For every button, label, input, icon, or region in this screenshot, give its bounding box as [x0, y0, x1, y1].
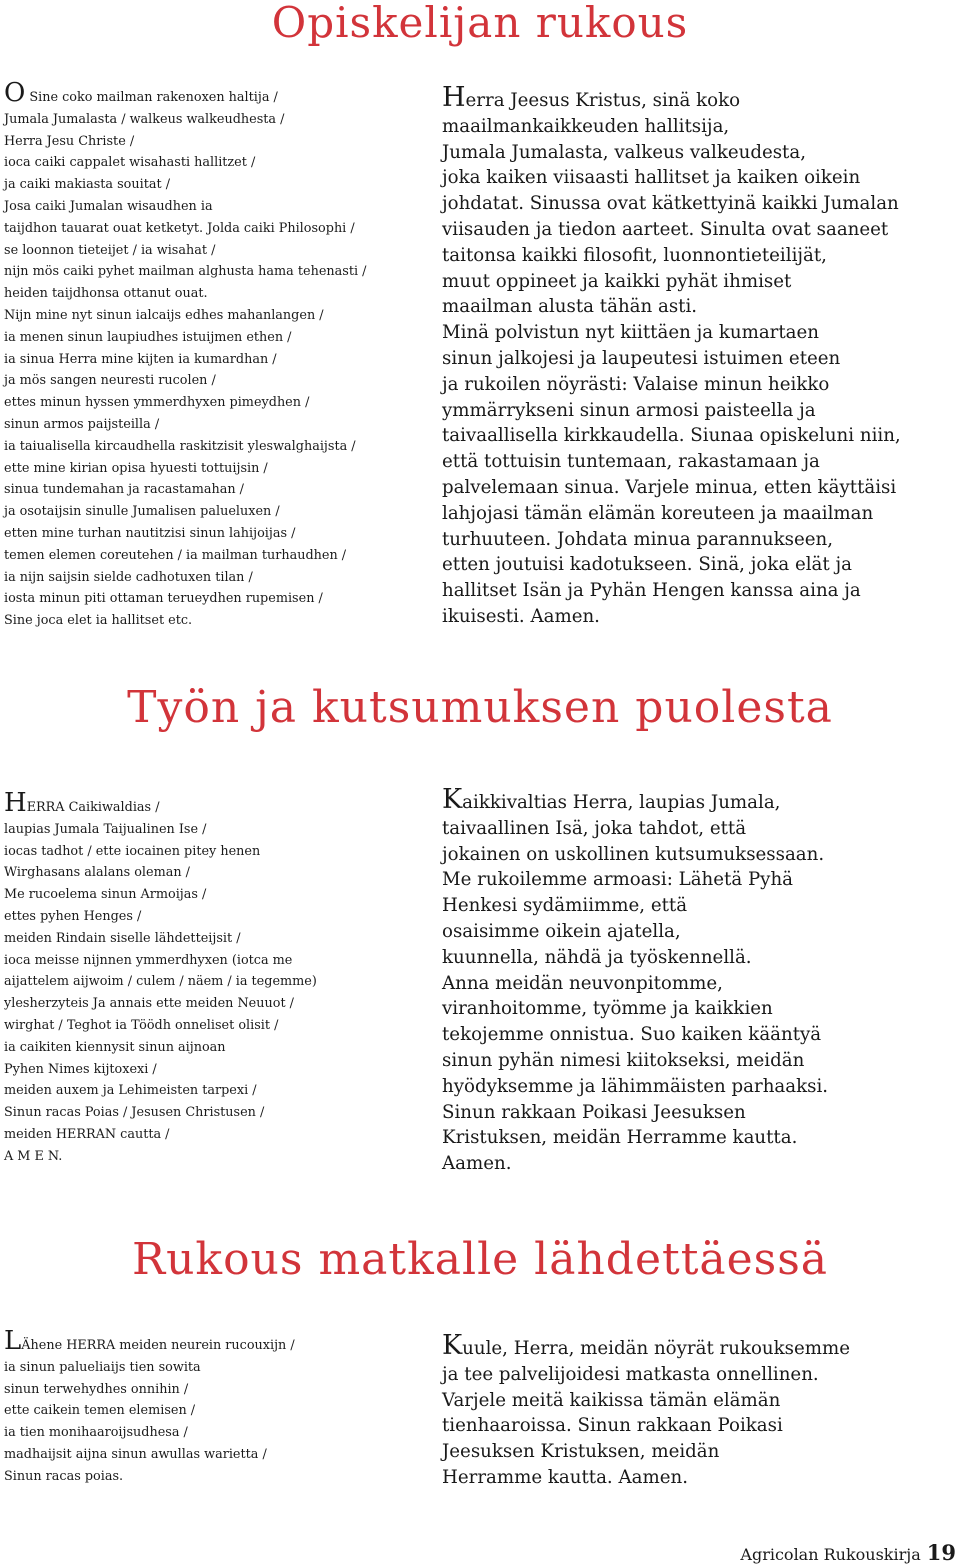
prayer-line-text: maailmankaikkeuden hallitsija, — [442, 115, 730, 137]
prayer-line-text: jokainen on uskollinen kutsumuksessaan. — [442, 843, 825, 865]
prayer-line — [4, 78, 414, 109]
page-footer — [740, 1540, 956, 1565]
prayer-line-text: A M E N. — [4, 1148, 63, 1164]
prayer-line — [4, 862, 414, 884]
modern-finnish-prayer — [442, 1330, 957, 1491]
prayer-line-text: madhaijsit aijna sinun awullas warietta / — [4, 1446, 267, 1462]
prayer-line — [4, 305, 414, 327]
prayer-line-text: Josa caiki Jumalan wisaudhen ia — [4, 198, 213, 214]
prayer-line — [442, 867, 957, 893]
prayer-line — [4, 523, 414, 545]
prayer-line-text: Nijn mine nyt sinun ialcaijs edhes mahanlangen / — [4, 307, 324, 323]
drop-cap: L — [4, 1326, 22, 1356]
section-title: Rukous matkalle lähdettäessä — [131, 1234, 829, 1285]
prayer-line — [442, 1151, 957, 1177]
prayer-line-text: hallitset Isän ja Pyhän Hengen kanssa aina ja — [442, 580, 861, 602]
prayer-line — [442, 552, 957, 578]
prayer-line-text: erra Jeesus Kristus, sinä koko — [465, 90, 741, 111]
prayer-line — [4, 1059, 414, 1081]
prayer-line — [442, 243, 957, 269]
prayer-line-text: wirghat / Teghot ia Töödh onneliset olisit / — [4, 1017, 279, 1033]
prayer-line-text: ia sinun palueliaijs tien sowita — [4, 1359, 201, 1375]
prayer-line — [442, 501, 957, 527]
prayer-line-text: Sinun rakkaan Poikasi Jeesuksen — [442, 1101, 746, 1123]
prayer-line-text: joka kaiken viisaasti hallitset ja kaiken oikein — [442, 167, 861, 189]
prayer-line — [442, 423, 957, 449]
prayer-line — [442, 1125, 957, 1151]
prayer-line-text: Minä polvistun nyt kiittäen ja kumartaen — [442, 322, 819, 344]
prayer-line — [4, 414, 414, 436]
prayer-line — [4, 545, 414, 567]
prayer-line-text: Jumala Jumalasta / walkeus walkeudhesta / — [4, 111, 285, 127]
prayer-line — [4, 1326, 414, 1357]
prayer-line — [4, 327, 414, 349]
prayer-line — [4, 567, 414, 589]
prayer-line — [442, 191, 957, 217]
prayer-line-text: maailman alusta tähän asti. — [442, 296, 698, 318]
drop-cap: O — [4, 78, 26, 108]
prayer-line-text: nijn mös caiki pyhet mailman alghusta hama tehenasti / — [4, 264, 367, 280]
prayer-line — [442, 1048, 957, 1074]
prayer-line — [442, 1465, 957, 1491]
prayer-line-text: taitonsa kaikki filosofit, luonnontieteilijät, — [442, 244, 827, 266]
prayer-line-text: ja caiki makiasta souitat / — [4, 177, 171, 193]
prayer-line-text: Me rukoilemme armoasi: Lähetä Pyhä — [442, 869, 794, 891]
prayer-line — [442, 1330, 957, 1362]
prayer-line-text: laupias Jumala Taijualinen Ise / — [4, 821, 207, 837]
prayer-line-text: Sine joca elet ia hallitset etc. — [4, 613, 193, 629]
prayer-line — [4, 131, 414, 153]
prayer-line-text: temen elemen coreutehen / ia mailman turhaudhen / — [4, 547, 347, 563]
prayer-line — [442, 1074, 957, 1100]
prayer-line — [4, 1015, 414, 1037]
prayer-line — [4, 1379, 414, 1401]
prayer-line — [4, 370, 414, 392]
prayer-line — [4, 458, 414, 480]
prayer-line — [4, 392, 414, 414]
prayer-line — [4, 436, 414, 458]
prayer-line-text: Wirghasans alalans oleman / — [4, 865, 190, 881]
prayer-line-text: aijattelem aijwoim / culem / näem / ia tegemme) — [4, 974, 317, 990]
prayer-line — [442, 1100, 957, 1126]
prayer-line — [4, 971, 414, 993]
prayer-line-text: iosta minun piti ottaman terueydhen rupemisen / — [4, 591, 323, 607]
prayer-line — [4, 1102, 414, 1124]
prayer-line-text: se loonnon tieteijet / ia wisahat / — [4, 242, 216, 258]
prayer-line — [4, 109, 414, 131]
prayer-line-text: palvelemaan sinua. Varjele minua, etten käyttäisi — [442, 476, 897, 498]
prayer-line — [4, 479, 414, 501]
prayer-line-text: viisauden ja tiedon aarteet. Sinulta ovat saaneet — [442, 218, 889, 240]
prayer-line — [442, 449, 957, 475]
prayer-line — [442, 816, 957, 842]
prayer-line-text: lahjojasi tämän elämän koreuteen ja maailman — [442, 502, 874, 524]
prayer-line — [4, 1444, 414, 1466]
prayer-line — [442, 165, 957, 191]
prayer-line — [442, 346, 957, 372]
prayer-line-text: ettes pyhen Henges / — [4, 908, 142, 924]
prayer-line-text: ia caikiten kiennysit sinun aijnoan — [4, 1039, 226, 1055]
prayer-line-text: ette caikein temen elemisen / — [4, 1403, 196, 1419]
prayer-line-text: sinun jalkojesi ja laupeutesi istuimen eteen — [442, 347, 841, 369]
prayer-line — [442, 604, 957, 630]
prayer-line-text: ylesherzyteis Ja annais ette meiden Neuuot / — [4, 996, 294, 1012]
prayer-line-text: heiden taijdhonsa ottanut ouat. — [4, 286, 208, 302]
prayer-line — [442, 893, 957, 919]
prayer-line-text: taivaallisella kirkkaudella. Siunaa opiskeluni niin, — [442, 425, 901, 447]
prayer-line — [4, 218, 414, 240]
prayer-line — [4, 588, 414, 610]
prayer-line — [442, 140, 957, 166]
prayer-line-text: viranhoitomme, työmme ja kaikkien — [442, 998, 773, 1020]
modern-finnish-prayer — [442, 784, 957, 1177]
prayer-line-text: etten mine turhan nautitzisi sinun lahijoijas / — [4, 525, 296, 541]
prayer-line-text: Pyhen Nimes kijtoxexi / — [4, 1061, 157, 1077]
prayer-line — [442, 971, 957, 997]
prayer-line-text: sinun pyhän nimesi kiitokseksi, meidän — [442, 1049, 805, 1071]
prayer-line — [442, 475, 957, 501]
prayer-line — [4, 1037, 414, 1059]
prayer-line — [442, 372, 957, 398]
prayer-line — [4, 1357, 414, 1379]
drop-cap: H — [4, 788, 27, 818]
prayer-line — [442, 1388, 957, 1414]
prayer-line-text: taivaallinen Isä, joka tahdot, että — [442, 817, 747, 839]
prayer-line-text: sinun terwehydhes onnihin / — [4, 1381, 189, 1397]
prayer-line — [4, 950, 414, 972]
prayer-line — [442, 578, 957, 604]
prayer-line — [4, 610, 414, 632]
prayer-line — [442, 1022, 957, 1048]
prayer-line-text: meiden Rindain siselle lähdetteijsit / — [4, 930, 241, 946]
book-title: Agricolan Rukouskirja — [740, 1545, 921, 1564]
prayer-line-text: ia tien monihaaroijsudhesa / — [4, 1425, 188, 1441]
prayer-line-text: Aamen. — [442, 1153, 512, 1175]
prayer-line-text: Jeesuksen Kristuksen, meidän — [442, 1441, 720, 1463]
prayer-line-text: ymmärrykseni sinun armosi paisteella ja — [442, 399, 816, 421]
prayer-line-text: aikkivaltias Herra, laupias Jumala, — [462, 792, 781, 813]
prayer-line-text: ioca meisse nijnnen ymmerdhyxen (iotca me — [4, 952, 293, 968]
prayer-line-text: ette mine kirian opisa hyuesti tottuijsin / — [4, 460, 268, 476]
prayer-line — [442, 294, 957, 320]
prayer-line — [4, 906, 414, 928]
prayer-line — [4, 283, 414, 305]
prayer-line-text: turhuuteen. Johdata minua parannukseen, — [442, 528, 833, 550]
prayer-line — [4, 928, 414, 950]
prayer-line-text: ia sinua Herra mine kijten ia kumardhan / — [4, 351, 277, 367]
prayer-line — [442, 784, 957, 816]
section-title: Työn ja kutsumuksen puolesta — [127, 682, 833, 733]
prayer-line — [4, 349, 414, 371]
prayer-line — [4, 1124, 414, 1146]
prayer-line-text: että tottuisin tuntemaan, rakastamaan ja — [442, 451, 820, 473]
prayer-line — [4, 884, 414, 906]
section-title: Opiskelijan rukous — [271, 0, 689, 47]
prayer-line — [442, 269, 957, 295]
prayer-line — [442, 919, 957, 945]
prayer-line-text: sinun armos paijsteilla / — [4, 416, 160, 432]
prayer-line-text: Sinun racas Poias / Jesusen Christusen / — [4, 1105, 265, 1121]
prayer-line — [442, 842, 957, 868]
prayer-line — [442, 1413, 957, 1439]
prayer-line — [442, 217, 957, 243]
prayer-line-text: kuunnella, nähdä ja työskennellä. — [442, 946, 752, 968]
prayer-line-text: taijdhon tauarat ouat ketketyt. Jolda caiki Philosophi / — [4, 220, 355, 236]
prayer-line — [4, 1422, 414, 1444]
prayer-line-text: meiden HERRAN cautta / — [4, 1126, 170, 1142]
prayer-line-text: ja rukoilen nöyrästi: Valaise minun heikko — [442, 373, 830, 395]
prayer-line — [4, 1080, 414, 1102]
prayer-line — [4, 240, 414, 262]
prayer-line-text: Me rucoelema sinun Armoijas / — [4, 887, 207, 903]
old-finnish-prayer — [4, 788, 414, 1168]
prayer-line — [4, 1400, 414, 1422]
old-finnish-prayer — [4, 78, 414, 632]
prayer-line — [4, 261, 414, 283]
prayer-line-text: Anna meidän neuvonpitomme, — [442, 972, 723, 994]
prayer-line-text: Kristuksen, meidän Herramme kautta. — [442, 1127, 798, 1149]
prayer-line-text: osaisimme oikein ajatella, — [442, 920, 681, 942]
prayer-line-text: ja tee palvelijoidesi matkasta onnellinen. — [442, 1363, 819, 1385]
prayer-line-text: ettes minun hyssen ymmerdhyxen pimeydhen / — [4, 395, 310, 411]
prayer-line-text: Sinun racas poias. — [4, 1468, 124, 1484]
prayer-line — [442, 82, 957, 114]
prayer-line — [4, 841, 414, 863]
prayer-line — [4, 993, 414, 1015]
prayer-line — [4, 196, 414, 218]
prayer-line — [4, 1146, 414, 1168]
drop-cap: H — [442, 82, 466, 113]
prayer-line-text: ia taiualisella kircaudhella raskitzisit yleswalghaijsta / — [4, 438, 356, 454]
prayer-line-text: ia nijn saijsin sielde cadhotuxen tilan / — [4, 569, 253, 585]
prayer-line — [442, 527, 957, 553]
page-number: 19 — [926, 1540, 956, 1565]
prayer-line-text: ioca caiki cappalet wisahasti hallitzet / — [4, 155, 256, 171]
prayer-line-text: ERRA Caikiwaldias / — [26, 800, 160, 815]
drop-cap: K — [442, 784, 463, 815]
prayer-line — [442, 320, 957, 346]
modern-finnish-prayer — [442, 82, 957, 630]
prayer-line — [442, 996, 957, 1022]
drop-cap: K — [442, 1330, 463, 1361]
old-finnish-prayer — [4, 1326, 414, 1488]
prayer-line — [4, 174, 414, 196]
prayer-line — [442, 114, 957, 140]
prayer-line-text: etten joutuisi kadotukseen. Sinä, joka elät ja — [442, 554, 852, 576]
prayer-line-text: hyödyksemme ja lähimmäisten parhaaksi. — [442, 1075, 829, 1097]
prayer-line-text: tekojemme onnistua. Suo kaiken kääntyä — [442, 1024, 822, 1046]
prayer-line-text: tienhaaroissa. Sinun rakkaan Poikasi — [442, 1415, 783, 1437]
prayer-line — [442, 1439, 957, 1465]
prayer-line-text: Jumala Jumalasta, valkeus valkeudesta, — [442, 141, 806, 163]
prayer-line-text: ikuisesti. Aamen. — [442, 605, 600, 627]
prayer-line-text: iocas tadhot / ette iocainen pitey henen — [4, 843, 261, 859]
prayer-line — [4, 788, 414, 819]
prayer-line-text: Varjele meitä kaikissa tämän elämän — [442, 1389, 781, 1411]
prayer-line — [4, 1466, 414, 1488]
prayer-line-text: Herra Jesu Christe / — [4, 133, 135, 149]
prayer-line — [4, 501, 414, 523]
prayer-line — [442, 1362, 957, 1388]
prayer-line-text: Herramme kautta. Aamen. — [442, 1466, 688, 1488]
prayer-line-text: meiden auxem ja Lehimeisten tarpexi / — [4, 1083, 257, 1099]
prayer-line-text: johdatat. Sinussa ovat kätkettyinä kaikki Jumalan — [442, 193, 899, 215]
prayer-line-text: Ähene HERRA meiden neurein rucouxijn / — [21, 1338, 295, 1353]
prayer-line-text: sinua tundemahan ja racastamahan / — [4, 482, 244, 498]
prayer-line — [4, 819, 414, 841]
prayer-line — [442, 945, 957, 971]
prayer-line-text: ia menen sinun laupiudhes istuijmen ethen / — [4, 329, 292, 345]
prayer-line-text: Sine coko mailman rakenoxen haltija / — [25, 90, 278, 105]
prayer-line-text: ja mös sangen neuresti rucolen / — [4, 373, 216, 389]
prayer-line-text: ja osotaijsin sinulle Jumalisen palueluxen / — [4, 504, 280, 520]
prayer-line-text: Henkesi sydämiimme, että — [442, 895, 688, 917]
prayer-line-text: uule, Herra, meidän nöyrät rukouksemme — [462, 1338, 850, 1359]
prayer-line — [442, 398, 957, 424]
prayer-line — [4, 152, 414, 174]
prayer-line-text: muut oppineet ja kaikki pyhät ihmiset — [442, 270, 792, 292]
